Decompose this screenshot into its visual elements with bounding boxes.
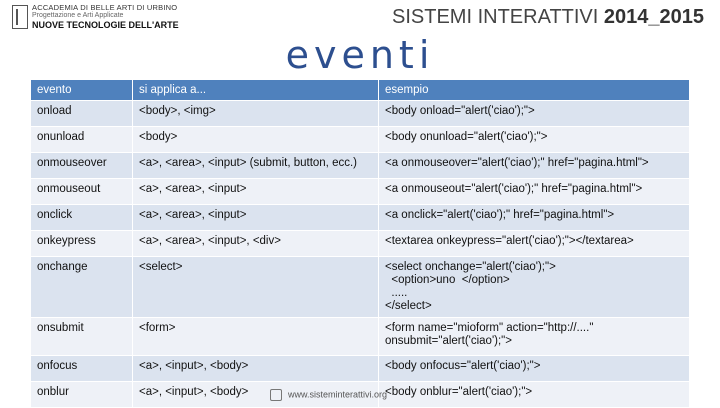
table-row: [31, 127, 690, 153]
cell-esempio: <a onmouseover="alert('ciao');" href="pagina.html">: [379, 153, 690, 179]
logo-line-3: NUOVE TECNOLOGIE DELL'ARTE: [32, 20, 179, 30]
cell-applica: <a>, <input>, <body>: [133, 382, 379, 408]
header-evento: evento: [31, 80, 133, 101]
academy-logo-icon: [12, 5, 28, 29]
cell-esempio: <textarea onkeypress="alert('ciao');"></textarea>: [379, 231, 690, 257]
logo-line-1: ACCADEMIA DI BELLE ARTI DI URBINO: [32, 3, 178, 12]
cell-esempio: <a onclick="alert('ciao');" href="pagina.html">: [379, 205, 690, 231]
page-title: eventi: [285, 33, 435, 77]
cell-esempio: <body onblur="alert('ciao');">: [379, 382, 690, 408]
cell-evento: onload: [31, 101, 133, 127]
academy-logo: [12, 3, 192, 33]
cell-applica: <body>, <img>: [133, 101, 379, 127]
course-title: [392, 6, 704, 29]
cell-esempio: <body onload="alert('ciao');">: [379, 101, 690, 127]
course-year: 2014_2015: [603, 6, 704, 28]
cell-esempio: <form name="mioform" action="http://...." onsubmit="alert('ciao');">: [379, 318, 690, 356]
cell-applica: <body>: [133, 127, 379, 153]
cell-evento: onfocus: [31, 356, 133, 382]
cell-esempio: <select onchange="alert('ciao');"> <option>uno </option> ..... </select>: [379, 257, 690, 318]
table-header-row: [31, 80, 690, 101]
cell-applica: <a>, <area>, <input>: [133, 179, 379, 205]
cell-applica: <select>: [133, 257, 379, 318]
events-table-body: [31, 101, 690, 408]
table-row: [31, 318, 690, 356]
table-row: [31, 231, 690, 257]
header-applica: si applica a...: [133, 80, 379, 101]
logo-line-2: Progettazione e Arti Applicate: [32, 12, 124, 19]
cell-applica: <a>, <area>, <input>, <div>: [133, 231, 379, 257]
cell-evento: onblur: [31, 382, 133, 408]
table-row: [31, 153, 690, 179]
cell-evento: onmouseover: [31, 153, 133, 179]
cell-applica: <a>, <input>, <body>: [133, 356, 379, 382]
table-row: [31, 356, 690, 382]
globe-icon: [270, 389, 282, 401]
cell-applica: <a>, <area>, <input>: [133, 205, 379, 231]
cell-evento: onmouseout: [31, 179, 133, 205]
course-name: SISTEMI INTERATTIVI: [392, 6, 599, 28]
table-row: [31, 205, 690, 231]
cell-applica: <a>, <area>, <input> (submit, button, ecc.): [133, 153, 379, 179]
cell-evento: onsubmit: [31, 318, 133, 356]
table-row: [31, 179, 690, 205]
cell-evento: onunload: [31, 127, 133, 153]
cell-applica: <form>: [133, 318, 379, 356]
footer-url: www.sisteminterattivi.org: [288, 389, 388, 400]
cell-esempio: <body onunload="alert('ciao');">: [379, 127, 690, 153]
cell-evento: onchange: [31, 257, 133, 318]
cell-esempio: <a onmouseout="alert('ciao');" href="pagina.html">: [379, 179, 690, 205]
cell-evento: onclick: [31, 205, 133, 231]
table-row: [31, 257, 690, 318]
cell-esempio: <body onfocus="alert('ciao');">: [379, 356, 690, 382]
header-esempio: esempio: [379, 80, 690, 101]
footer: [270, 389, 387, 401]
cell-evento: onkeypress: [31, 231, 133, 257]
table-row: [31, 101, 690, 127]
events-table: [30, 79, 690, 408]
